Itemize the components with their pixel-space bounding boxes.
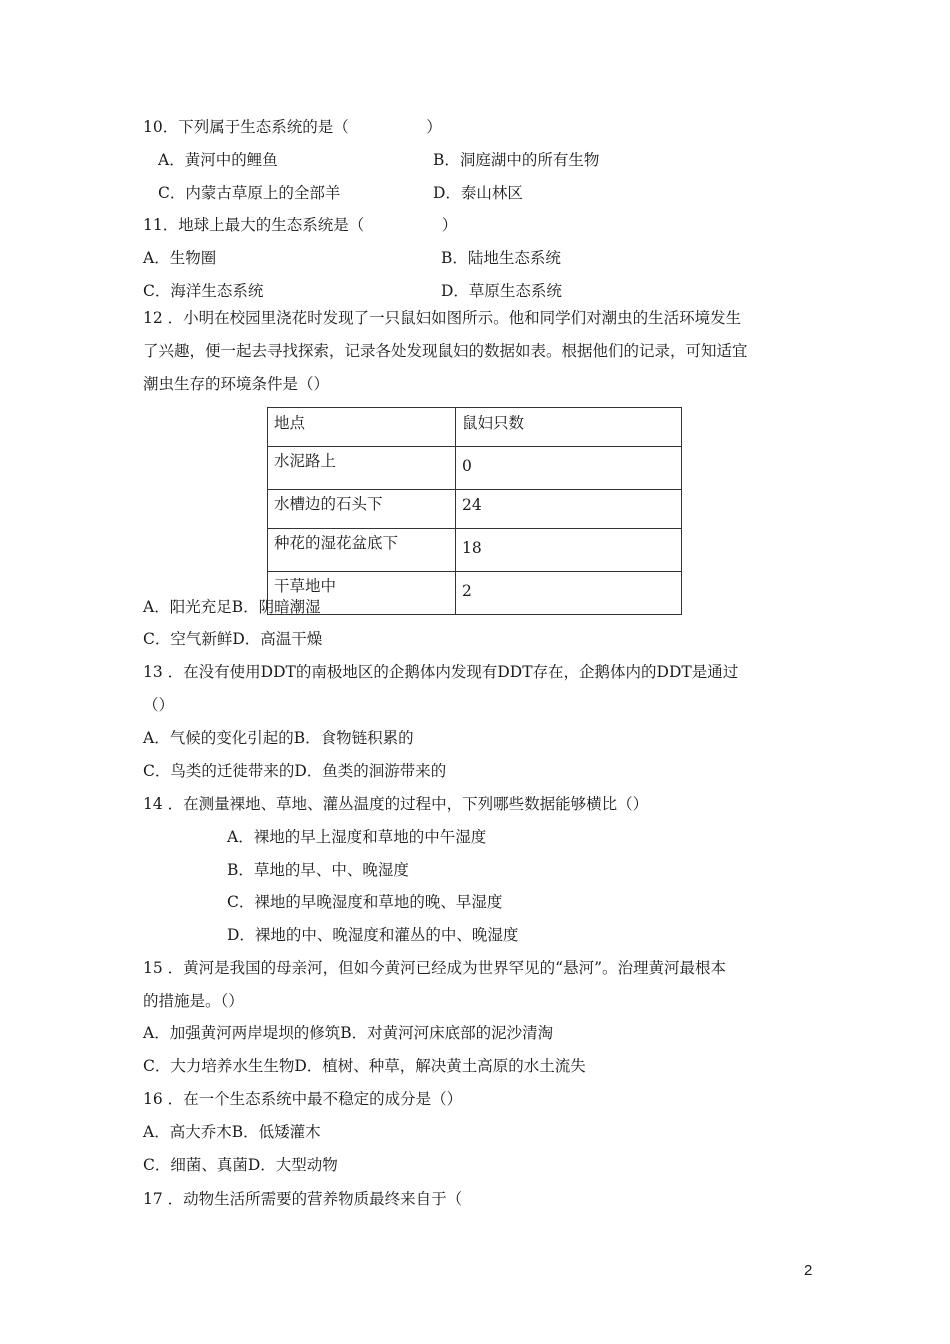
table-cell-location: 干草地中 [268, 572, 456, 615]
table-header-count: 鼠妇只数 [456, 408, 682, 447]
q17-stem: 17 ．动物生活所需要的营养物质最终来自于（ [143, 1190, 463, 1208]
q12-options-ab: A．阳光充足B．阴暗潮湿 [143, 598, 321, 616]
q15-stem-line-1: 15 ．黄河是我国的母亲河，但如今黄河已经成为世界罕见的“悬河”。治理黄河最根本 [143, 959, 727, 977]
q11-option-d: D．草原生态系统 [441, 282, 562, 300]
q11-stem: 11．地球上最大的生态系统是（ ） [143, 216, 458, 234]
table-cell-location: 种花的湿花盆底下 [268, 529, 456, 572]
q16-options-ab: A．高大乔木B．低矮灌木 [143, 1123, 321, 1141]
q10-option-d: D．泰山林区 [433, 184, 523, 202]
q15-options-cd: C．大力培养水生生物D．植树、种草，解决黄土高原的水土流失 [143, 1057, 586, 1075]
q14-option-c: C．裸地的早晚湿度和草地的晚、早湿度 [227, 893, 503, 911]
table-cell-count: 2 [456, 572, 682, 615]
q12-options-cd: C．空气新鲜D．高温干燥 [143, 630, 323, 648]
q15-options-ab: A．加强黄河两岸堤坝的修筑B．对黄河河床底部的泥沙清淘 [143, 1024, 554, 1042]
q13-stem-line-1: 13 ．在没有使用DDT的南极地区的企鹅体内发现有DDT存在，企鹅体内的DDT是通过 [143, 663, 739, 681]
table-row [268, 572, 682, 615]
q12-stem-line-3: 潮虫生存的环境条件是（） [143, 375, 330, 393]
q14-stem: 14 ．在测量裸地、草地、灌丛温度的过程中，下列哪些数据能够横比（） [143, 795, 649, 813]
page-number: 2 [804, 1262, 813, 1279]
q10-option-a: A．黄河中的鲤鱼 [158, 151, 278, 169]
table-cell-count: 0 [456, 447, 682, 490]
table-cell-location: 水泥路上 [268, 447, 456, 490]
table-cell-count: 18 [456, 529, 682, 572]
table-cell-count: 24 [456, 490, 682, 529]
q13-stem-line-2: （） [143, 696, 175, 714]
q14-option-b: B．草地的早、中、晚湿度 [227, 861, 409, 879]
q10-option-c: C．内蒙古草原上的全部羊 [158, 184, 341, 202]
q11-option-b: B．陆地生态系统 [441, 249, 561, 267]
table-header-row [268, 408, 682, 447]
q10-option-b: B．洞庭湖中的所有生物 [433, 151, 600, 169]
q11-option-a: A．生物圈 [143, 249, 217, 267]
q12-stem-line-1: 12 ．小明在校园里浇花时发现了一只鼠妇如图所示。他和同学们对潮虫的生活环境发生 [143, 309, 742, 327]
q13-options-cd: C．鸟类的迁徙带来的D．鱼类的洄游带来的 [143, 762, 447, 780]
q12-stem-line-2: 了兴趣，便一起去寻找探索，记录各处发现鼠妇的数据如表。根据他们的记录，可知适宜 [143, 342, 748, 360]
table-header-location: 地点 [268, 408, 456, 447]
q13-options-ab: A．气候的变化引起的B．食物链积累的 [143, 729, 414, 747]
table-cell-location: 水槽边的石头下 [268, 490, 456, 529]
q14-option-a: A．裸地的早上湿度和草地的中午湿度 [227, 828, 487, 846]
woodlouse-count-table [267, 407, 682, 615]
q10-stem: 10．下列属于生态系统的是（ ） [143, 118, 442, 136]
q16-stem: 16 ．在一个生态系统中最不稳定的成分是（） [143, 1090, 463, 1108]
q15-stem-line-2: 的措施是。（） [143, 992, 244, 1010]
table-row [268, 529, 682, 572]
q14-option-d: D．裸地的中、晚湿度和灌丛的中、晚湿度 [227, 926, 519, 944]
q11-option-c: C．海洋生态系统 [143, 282, 264, 300]
table-row [268, 490, 682, 529]
q16-options-cd: C．细菌、真菌D．大型动物 [143, 1156, 338, 1174]
table-row [268, 447, 682, 490]
